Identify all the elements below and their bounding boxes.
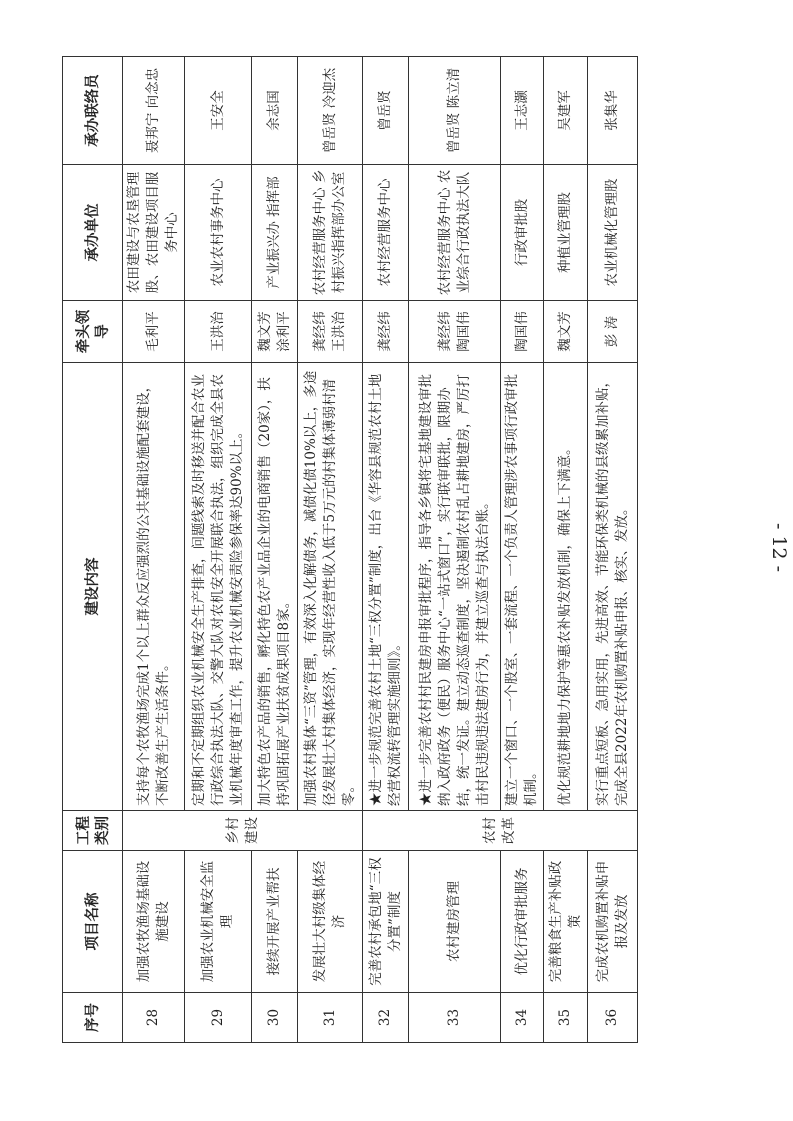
- row-liaison: 王安全: [185, 57, 252, 165]
- header-category: 工程类别: [63, 811, 123, 851]
- category-reform: 农村改革: [363, 811, 638, 851]
- row-liaison: 张集华: [588, 57, 638, 165]
- row-leader: 魏文芳 涂利平: [252, 301, 298, 363]
- project-table: [62, 56, 638, 1043]
- row-name: 完成农机购置补贴申报及发放: [588, 851, 638, 993]
- row-unit: 行政审批股: [501, 165, 544, 301]
- row-liaison: 曾岳贤 陈立清: [409, 57, 501, 165]
- table-row: [501, 57, 544, 1043]
- row-leader: 毛利平: [123, 301, 185, 363]
- row-unit: 种植业管理股: [544, 165, 588, 301]
- row-leader: 魏文芳: [544, 301, 588, 363]
- row-content: 优化规范耕地地力保护等惠农补贴发放机制，确保上下满意。: [544, 363, 588, 811]
- header-unit: 承办单位: [63, 165, 123, 301]
- row-liaison: 王志灏: [501, 57, 544, 165]
- header-content: 建设内容: [63, 363, 123, 811]
- header-leader: 牵头领导: [63, 301, 123, 363]
- table-row: [588, 57, 638, 1043]
- row-liaison: 曾岳贤: [363, 57, 409, 165]
- header-liaison: 承办联络员: [63, 57, 123, 165]
- header-seq: 序号: [63, 993, 123, 1043]
- row-name: 加强农业机械安全监理: [185, 851, 252, 993]
- row-seq: 29: [185, 993, 252, 1043]
- row-liaison: 余志国: [252, 57, 298, 165]
- row-unit: 农村经营服务中心: [363, 165, 409, 301]
- row-seq: 35: [544, 993, 588, 1043]
- row-content: 加强农村集体“三资”管理，有效深入化解债务，减债化债10%以上，多途径发展壮大村集体经济，实现年经营性收入低于5万元的村集体薄弱村清零。: [298, 363, 363, 811]
- table-row: [123, 57, 185, 1043]
- row-content: ★进一步规范完善农村土地“三权分置”制度，出台《华容县规范农村土地经营权流转管理实施细则》。: [363, 363, 409, 811]
- row-unit: 产业振兴办 指挥部: [252, 165, 298, 301]
- table-row: [185, 57, 252, 1043]
- row-leader: 龚经纬: [363, 301, 409, 363]
- row-seq: 31: [298, 993, 363, 1043]
- row-leader: 王洪治: [185, 301, 252, 363]
- rotated-table-area: [62, 57, 630, 1043]
- header-name: 项目名称: [63, 851, 123, 993]
- row-leader: 陶国伟: [501, 301, 544, 363]
- row-name: 接续开展产业帮扶: [252, 851, 298, 993]
- header-row: [63, 57, 123, 1043]
- row-unit: 农业农村事务中心: [185, 165, 252, 301]
- row-seq: 34: [501, 993, 544, 1043]
- row-liaison: 吴建军: [544, 57, 588, 165]
- row-content: 实行重点短板、急用实用，先进高效、节能环保类机械的县级累加补贴，完成全县2022年农机购置补贴申报、核实、发放。: [588, 363, 638, 811]
- row-name: 发展壮大村级集体经济: [298, 851, 363, 993]
- row-seq: 32: [363, 993, 409, 1043]
- row-name: 优化行政审批服务: [501, 851, 544, 993]
- row-seq: 33: [409, 993, 501, 1043]
- row-unit: 农村经营服务中心 农业综合行政执法大队: [409, 165, 501, 301]
- row-seq: 28: [123, 993, 185, 1043]
- row-liaison: 聂邦宁 向念忠: [123, 57, 185, 165]
- row-content: 支持每个农牧渔场完成1个以上群众反应强烈的公共基础设施配套建设，不断改善生产生活条件。: [123, 363, 185, 811]
- category-village: 乡村建设: [123, 811, 363, 851]
- table-row: [252, 57, 298, 1043]
- row-leader: 龚经纬 王洪治: [298, 301, 363, 363]
- table-row: [363, 57, 409, 1043]
- row-name: 农村建房管理: [409, 851, 501, 993]
- row-leader: 彭 涛: [588, 301, 638, 363]
- row-content: 定期和不定期组织农业机械安全生产排查，问题线索及时移送并配合农业行政综合执法大队、交警大队对农机安全开展联合执法，组织完成全县农业机械年度审查工作，提升农业机械安责险参保率达90%以上。: [185, 363, 252, 811]
- row-unit: 农田建设与农垦管理股、农田建设项目服务中心: [123, 165, 185, 301]
- table-row: [544, 57, 588, 1043]
- row-seq: 36: [588, 993, 638, 1043]
- row-name: 完善粮食生产补贴政策: [544, 851, 588, 993]
- table-row: [409, 57, 501, 1043]
- row-name: 加强农牧渔场基础设施建设: [123, 851, 185, 993]
- row-unit: 农村经营服务中心 乡村振兴指挥部办公室: [298, 165, 363, 301]
- row-content: 加大特色农产品的销售，孵化特色农产业品企业的电商销售（20家），扶持巩固拓展产业扶贫成果项目8家。: [252, 363, 298, 811]
- table-row: [298, 57, 363, 1043]
- row-unit: 农业机械化管理股: [588, 165, 638, 301]
- row-content: 建立一个窗口、一个股室、一套流程、一个负责人管理涉农事项行政审批机制。: [501, 363, 544, 811]
- row-liaison: 曾岳贤 冷迎杰: [298, 57, 363, 165]
- row-leader: 龚经纬 陶国伟: [409, 301, 501, 363]
- row-seq: 30: [252, 993, 298, 1043]
- page-number: - 12 -: [768, 523, 790, 573]
- row-content: ★进一步完善农村村民建房申报审批程序，指导各乡镇将宅基地建设审批纳入政府政务（便民）服务中心“一站式窗口”，实行联审联批，限期办结，统一发证。建立动态巡查制度，坚决遏制农村乱占耕地建房，严厉打击村民违规违法建房行为，并建立巡查与执法台账。: [409, 363, 501, 811]
- row-name: 完善农村承包地“三权分置”制度: [363, 851, 409, 993]
